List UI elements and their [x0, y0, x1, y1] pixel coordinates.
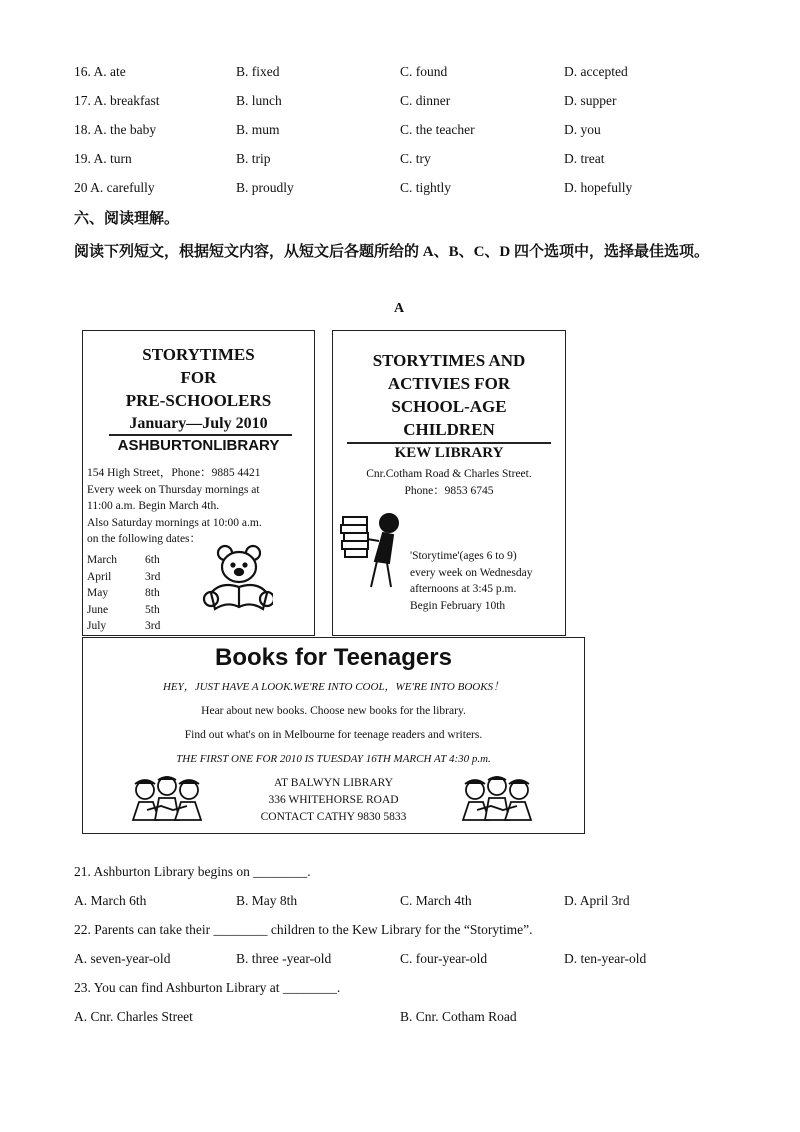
- ad1-title-line: PRE-SCHOOLERS: [125, 391, 272, 410]
- option-c: C. dinner: [400, 93, 451, 108]
- option-a: 19. A. turn: [74, 151, 132, 166]
- date-month: July: [87, 620, 107, 632]
- option-row-17: [74, 93, 734, 113]
- ad3-line3: Find out what's on in Melbourne for teenage readers and writers.: [184, 729, 483, 741]
- ad-ashburton-library: [82, 330, 315, 636]
- ad-kew-library: [332, 330, 566, 636]
- option-c: C. found: [400, 64, 448, 79]
- date-month: April: [87, 570, 112, 583]
- option-b: B. May 8th: [236, 893, 298, 908]
- option-b: B. mum: [236, 122, 280, 137]
- ad3-line2: Hear about new books. Choose new books for the library.: [201, 705, 466, 717]
- ad2-story-line: 'Storytime'(ages 6 to 9): [410, 550, 517, 562]
- date-month: June: [87, 603, 109, 616]
- ad2-title-line: SCHOOL-AGE: [391, 397, 507, 416]
- option-b: B. fixed: [236, 64, 280, 79]
- instruction-text: 阅读下列短文，根据短文内容，从短文后各题所给的 A、B、C、D 四个选项中，选择最佳选项。: [74, 244, 710, 260]
- ad2-story-line: afternoons at 3:45 p.m.: [410, 583, 517, 595]
- option-a: 18. A. the baby: [74, 122, 157, 137]
- date-month: March: [87, 554, 118, 566]
- option-d: D. supper: [564, 93, 617, 108]
- date-row: [87, 569, 187, 586]
- kids-reading-icon: [131, 776, 203, 824]
- ad1-title-line: January—July 2010: [129, 415, 268, 432]
- question-23-options: [74, 1009, 734, 1029]
- option-b: B. proudly: [236, 180, 294, 195]
- ad3-place-line: 336 WHITEHORSE ROAD: [268, 794, 399, 806]
- date-day: 6th: [145, 554, 160, 566]
- option-c: C. the teacher: [400, 122, 475, 137]
- date-day: 3rd: [145, 620, 161, 632]
- ad1-line: on the following dates：: [87, 533, 202, 545]
- date-day: 3rd: [145, 570, 161, 583]
- kids-reading-icon: [461, 776, 533, 824]
- date-day: 8th: [145, 587, 160, 599]
- teddy-bear-icon: [201, 541, 273, 617]
- date-month: May: [87, 587, 109, 599]
- option-a: 16. A. ate: [74, 64, 126, 79]
- ad1-line: Every week on Thursday mornings at: [87, 483, 260, 496]
- option-row-18: [74, 122, 734, 142]
- ad2-library-name: KEW LIBRARY: [394, 445, 504, 461]
- ad2-address: Cnr.Cotham Road & Charles Street.: [366, 468, 532, 480]
- option-b: B. lunch: [236, 93, 282, 108]
- date-row: [87, 602, 187, 619]
- option-c: C. March 4th: [400, 893, 472, 908]
- divider: [347, 442, 551, 444]
- date-day: 5th: [145, 603, 160, 616]
- option-d: D. hopefully: [564, 180, 633, 195]
- option-d: D. ten-year-old: [564, 951, 647, 966]
- option-b: B. trip: [236, 151, 271, 166]
- option-c: C. four-year-old: [400, 951, 488, 966]
- option-a: 20 A. carefully: [74, 180, 155, 195]
- ad3-line1: HEY，JUST HAVE A LOOK.WE'RE INTO COOL，WE'RE INTO BOOKS！: [162, 681, 505, 693]
- divider: [109, 434, 292, 436]
- ad1-dates: [87, 552, 187, 635]
- ad1-line: 154 High Street，Phone：9885 4421: [87, 467, 261, 479]
- section-heading: 六、阅读理解。: [74, 211, 180, 227]
- option-d: D. treat: [564, 151, 605, 166]
- ad1-line: Also Saturday mornings at 10:00 a.m.: [87, 516, 262, 529]
- ad3-title: Books for Teenagers: [215, 644, 452, 671]
- option-a: 17. A. breakfast: [74, 93, 160, 108]
- option-b: B. three -year-old: [236, 951, 332, 966]
- ad1-title-line: STORYTIMES: [142, 345, 255, 364]
- option-a: A. March 6th: [74, 893, 147, 908]
- ad2-title-line: STORYTIMES AND: [372, 351, 526, 370]
- question-22: 22. Parents can take their ________ children to the Kew Library for the “Storytime”.: [74, 922, 533, 937]
- question-21-options: [74, 893, 734, 913]
- option-d: D. you: [564, 122, 601, 137]
- child-with-books-icon: [339, 511, 409, 591]
- option-c: C. tightly: [400, 180, 452, 195]
- ad1-library-name: ASHBURTONLIBRARY: [117, 437, 280, 454]
- ad2-storytime: [410, 548, 565, 614]
- question-22-options: [74, 951, 734, 971]
- option-row-16: [74, 64, 734, 84]
- option-d: D. April 3rd: [564, 893, 630, 908]
- passage-label: A: [394, 301, 405, 316]
- date-row: [87, 618, 187, 635]
- option-a: A. Cnr. Charles Street: [74, 1009, 193, 1024]
- ad1-details: [87, 465, 312, 548]
- question-21: 21. Ashburton Library begins on ________.: [74, 864, 311, 879]
- ad3-place-line: CONTACT CATHY 9830 5833: [260, 811, 407, 823]
- option-row-19: [74, 151, 734, 171]
- ad2-title: [333, 349, 565, 441]
- ad2-story-line: every week on Wednesday: [410, 566, 533, 579]
- option-d: D. accepted: [564, 64, 628, 79]
- ad3-line4: THE FIRST ONE FOR 2010 IS TUESDAY 16TH MARCH AT 4:30 p.m.: [176, 753, 491, 765]
- ad1-title: [83, 343, 314, 435]
- ad2-title-line: CHILDREN: [403, 420, 495, 439]
- option-row-20: [74, 180, 734, 200]
- ad1-title-line: FOR: [180, 368, 217, 387]
- ad2-story-line: Begin February 10th: [410, 599, 506, 612]
- ad-books-for-teenagers: [82, 637, 585, 834]
- ad1-line: 11:00 a.m. Begin March 4th.: [87, 500, 220, 512]
- question-23: 23. You can find Ashburton Library at ________.: [74, 980, 341, 995]
- option-a: A. seven-year-old: [74, 951, 171, 966]
- option-b: B. Cnr. Cotham Road: [400, 1009, 517, 1024]
- option-c: C. try: [400, 151, 431, 166]
- ad3-place-line: AT BALWYN LIBRARY: [273, 777, 394, 789]
- date-row: [87, 552, 187, 569]
- ad2-title-line: ACTIVIES FOR: [387, 374, 511, 393]
- date-row: [87, 585, 187, 602]
- ad2-phone: Phone：9853 6745: [404, 485, 494, 497]
